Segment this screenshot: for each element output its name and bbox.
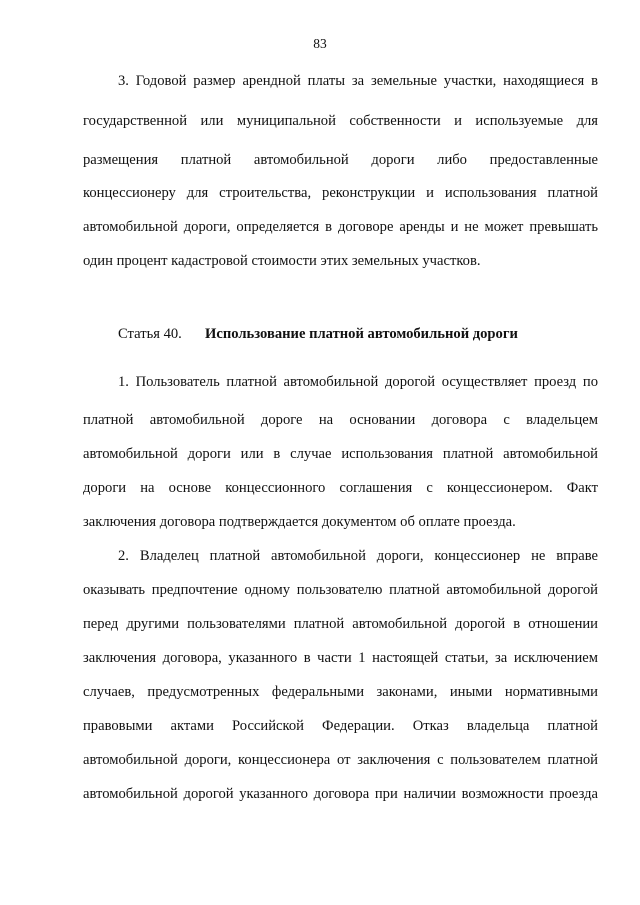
paragraph-line: дороги на основе концессионного соглашения с концессионером. Факт	[83, 480, 598, 496]
paragraph-line: автомобильной дороги или в случае использования платной автомобильной	[83, 446, 598, 462]
paragraph-line: 2. Владелец платной автомобильной дороги, концессионер не вправе	[118, 548, 598, 564]
paragraph-line: автомобильной дороги, концессионера от заключения с пользователем платной	[83, 752, 598, 768]
paragraph-line: случаев, предусмотренных федеральными законами, иными нормативными	[83, 684, 598, 700]
paragraph-line: заключения договора, указанного в части 1 настоящей статьи, за исключением	[83, 650, 598, 666]
paragraph-line: автомобильной дорогой указанного договора при наличии возможности проезда	[83, 786, 598, 802]
paragraph-line: правовыми актами Российской Федерации. Отказ владельца платной	[83, 718, 598, 734]
paragraph-line: оказывать предпочтение одному пользователю платной автомобильной дорогой	[83, 582, 598, 598]
paragraph-line: заключения договора подтверждается документом об оплате проезда.	[83, 514, 516, 530]
article-number: Статья 40.	[118, 326, 182, 342]
paragraph-line: один процент кадастровой стоимости этих земельных участков.	[83, 253, 481, 269]
paragraph-line: государственной или муниципальной собственности и используемые для	[83, 113, 598, 129]
paragraph-line: платной автомобильной дороге на основании договора с владельцем	[83, 412, 598, 428]
page-number: 83	[313, 36, 327, 51]
paragraph-line: автомобильной дороги, определяется в договоре аренды и не может превышать	[83, 219, 598, 235]
paragraph-line: перед другими пользователями платной автомобильной дорогой в отношении	[83, 616, 598, 632]
paragraph-line: размещения платной автомобильной дороги либо предоставленные	[83, 152, 598, 168]
paragraph-line: 1. Пользователь платной автомобильной дорогой осуществляет проезд по	[118, 374, 598, 390]
paragraph-line: концессионеру для строительства, реконструкции и использования платной	[83, 185, 598, 201]
article-title: Использование платной автомобильной дороги	[205, 326, 518, 342]
paragraph-line: 3. Годовой размер арендной платы за земельные участки, находящиеся в	[118, 73, 598, 89]
